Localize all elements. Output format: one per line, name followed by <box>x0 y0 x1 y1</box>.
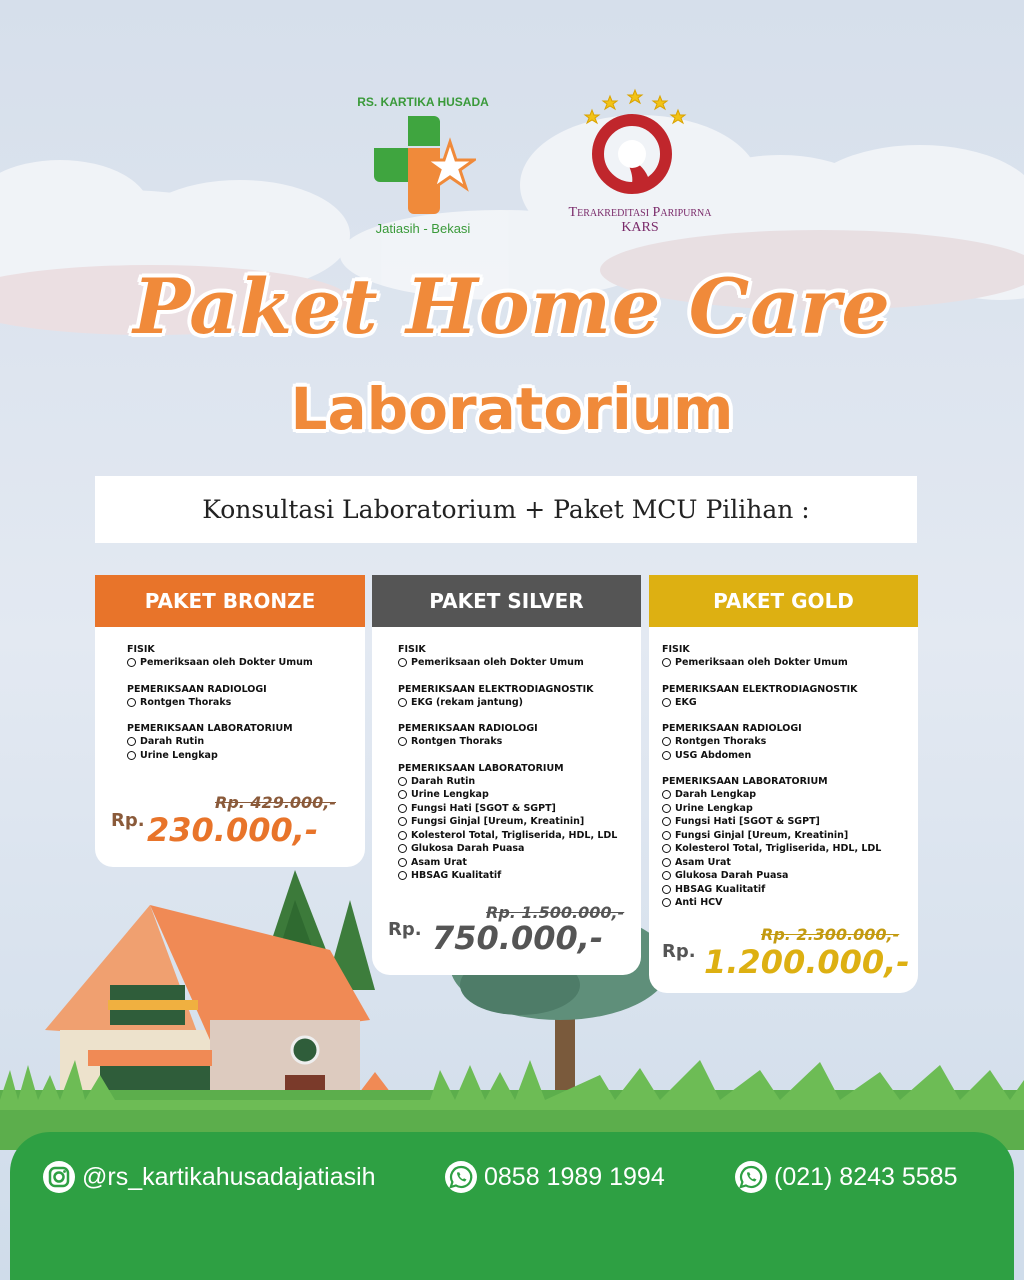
hospital-name: RS. KARTIKA HUSADA <box>357 95 489 109</box>
list-item-label: Urine Lengkap <box>411 789 489 800</box>
list-item-label: Rontgen Thoraks <box>411 736 503 747</box>
bullet-circle-icon <box>127 751 136 760</box>
bullet-circle-icon <box>662 790 671 799</box>
section-title: PEMERIKSAAN ELEKTRODIAGNOSTIK <box>662 683 858 695</box>
accreditation-text <box>530 205 750 235</box>
currency-silver: Rp. <box>388 919 422 940</box>
bullet-circle-icon <box>662 844 671 853</box>
list-item <box>662 802 906 816</box>
list-item <box>398 696 629 710</box>
bullet-circle-icon <box>662 658 671 667</box>
bullet-circle-icon <box>662 817 671 826</box>
bullet-circle-icon <box>662 885 671 894</box>
list-item-label: Asam Urat <box>411 856 467 868</box>
list-item-label: Urine Lengkap <box>675 802 753 814</box>
list-item-label: Darah Rutin <box>140 736 205 747</box>
list-item <box>398 788 629 802</box>
instagram-handle: @rs_kartikahusadajatiasih <box>82 1162 376 1191</box>
whatsapp-number: 0858 1989 1994 <box>484 1162 665 1191</box>
package-header-gold: PAKET GOLD <box>649 575 918 627</box>
package-body-bronze <box>95 627 365 762</box>
whatsapp-icon <box>444 1160 478 1194</box>
package-section <box>398 683 629 710</box>
list-item-label: Anti HCV <box>675 897 723 908</box>
whatsapp-icon <box>734 1160 768 1194</box>
bullet-circle-icon <box>398 698 407 707</box>
section-title: PEMERIKSAAN LABORATORIUM <box>398 762 564 774</box>
list-item-label: USG Abdomen <box>675 749 752 761</box>
bullet-circle-icon <box>398 817 407 826</box>
list-item-label: HBSAG Kualitatif <box>411 870 502 881</box>
package-section <box>398 643 629 670</box>
list-item-label: EKG <box>675 696 697 708</box>
list-item <box>662 883 906 897</box>
list-item-label: Rontgen Thoraks <box>675 736 767 747</box>
instagram-contact[interactable] <box>42 1160 376 1194</box>
section-title: PEMERIKSAAN LABORATORIUM <box>127 723 293 734</box>
list-item-label: Fungsi Hati [SGOT & SGPT] <box>411 802 556 814</box>
list-item <box>662 815 906 829</box>
bullet-circle-icon <box>127 658 136 667</box>
list-item <box>662 842 906 856</box>
package-section <box>662 683 906 710</box>
list-item <box>127 696 353 710</box>
section-title: PEMERIKSAAN LABORATORIUM <box>662 776 828 787</box>
package-section <box>398 762 629 883</box>
list-item <box>662 869 906 883</box>
section-title: PEMERIKSAAN RADIOLOGI <box>127 683 267 695</box>
bullet-circle-icon <box>398 831 407 840</box>
list-item <box>662 788 906 802</box>
price-bronze: 230.000,- <box>147 811 319 849</box>
list-item-label: Fungsi Ginjal [Ureum, Kreatinin] <box>675 829 849 841</box>
price-silver: 750.000,- <box>432 919 604 957</box>
list-item <box>398 856 629 870</box>
list-item <box>398 775 629 789</box>
old-price-bronze: Rp. 429.000,- <box>215 793 337 812</box>
list-item-label: Darah Rutin <box>411 775 476 787</box>
package-section <box>127 722 353 762</box>
list-item-label: Pemeriksaan oleh Dokter Umum <box>411 657 584 668</box>
bullet-circle-icon <box>662 898 671 907</box>
list-item-label: Rontgen Thoraks <box>140 696 232 708</box>
section-title: PEMERIKSAAN RADIOLOGI <box>398 723 538 734</box>
package-card-gold <box>649 575 918 993</box>
list-item <box>662 896 906 910</box>
list-item <box>662 749 906 763</box>
instagram-icon <box>42 1160 76 1194</box>
package-card-silver <box>372 575 641 975</box>
list-item-label: HBSAG Kualitatif <box>675 883 766 895</box>
package-card-bronze <box>95 575 365 867</box>
list-item-label: Fungsi Hati [SGOT & SGPT] <box>675 816 820 827</box>
section-title: FISIK <box>662 644 690 655</box>
title-sub: Laboratorium <box>290 375 734 443</box>
currency-gold: Rp. <box>662 941 696 962</box>
list-item-label: EKG (rekam jantung) <box>411 696 524 708</box>
bullet-circle-icon <box>662 871 671 880</box>
list-item <box>398 869 629 883</box>
list-item <box>398 829 629 843</box>
accreditation-line1: Terakreditasi Paripurna <box>568 205 712 220</box>
list-item <box>662 829 906 843</box>
old-price-silver: Rp. 1.500.000,- <box>486 903 625 922</box>
list-item-label: Glukosa Darah Puasa <box>411 843 525 854</box>
list-item <box>398 802 629 816</box>
bullet-circle-icon <box>398 777 407 786</box>
price-gold: 1.200.000,- <box>704 943 910 981</box>
accreditation-line2: KARS <box>621 220 659 235</box>
bullet-circle-icon <box>398 658 407 667</box>
bullet-circle-icon <box>398 737 407 746</box>
list-item <box>662 696 906 710</box>
konsultasi-banner: Konsultasi Laboratorium + Paket MCU Pilihan : <box>95 476 917 543</box>
bullet-circle-icon <box>398 871 407 880</box>
list-item-label: Glukosa Darah Puasa <box>675 870 789 881</box>
list-item <box>127 735 353 749</box>
list-item <box>398 735 629 749</box>
bullet-circle-icon <box>662 804 671 813</box>
bullet-circle-icon <box>127 737 136 746</box>
list-item <box>398 842 629 856</box>
hospital-logo <box>372 112 476 218</box>
list-item-label: Kolesterol Total, Trigliserida, HDL, LDL <box>411 829 618 841</box>
section-title: FISIK <box>398 644 426 655</box>
phone-contact[interactable] <box>734 1160 957 1194</box>
kars-stars-emblem-icon <box>580 88 690 198</box>
list-item-label: Darah Lengkap <box>675 789 757 800</box>
list-item-label: Urine Lengkap <box>140 749 218 761</box>
kars-logo <box>580 88 690 198</box>
section-title: PEMERIKSAAN ELEKTRODIAGNOSTIK <box>398 683 594 695</box>
hospital-location: Jatiasih - Bekasi <box>375 221 471 236</box>
list-item <box>127 656 353 670</box>
bullet-circle-icon <box>398 790 407 799</box>
package-section <box>127 683 353 710</box>
bullet-circle-icon <box>398 804 407 813</box>
bullet-circle-icon <box>662 831 671 840</box>
section-title: FISIK <box>127 644 155 655</box>
list-item <box>127 749 353 763</box>
bullet-circle-icon <box>127 698 136 707</box>
list-item-label: Pemeriksaan oleh Dokter Umum <box>675 657 848 668</box>
bullet-circle-icon <box>662 698 671 707</box>
list-item <box>662 856 906 870</box>
bullet-circle-icon <box>398 844 407 853</box>
section-title: PEMERIKSAAN RADIOLOGI <box>662 723 802 734</box>
package-body-silver <box>372 627 641 883</box>
whatsapp-contact[interactable] <box>444 1160 665 1194</box>
package-header-silver: PAKET SILVER <box>372 575 641 627</box>
list-item <box>662 656 906 670</box>
phone-number: (021) 8243 5585 <box>774 1162 958 1191</box>
package-section <box>662 643 906 670</box>
list-item <box>398 815 629 829</box>
package-section <box>662 775 906 910</box>
list-item <box>662 735 906 749</box>
bullet-circle-icon <box>662 737 671 746</box>
list-item-label: Kolesterol Total, Trigliserida, HDL, LDL <box>675 843 882 854</box>
package-section <box>398 722 629 749</box>
bullet-circle-icon <box>662 751 671 760</box>
old-price-gold: Rp. 2.300.000,- <box>761 925 900 944</box>
footer-bar <box>10 1132 1014 1280</box>
list-item <box>398 656 629 670</box>
currency-bronze: Rp. <box>111 810 145 831</box>
package-header-bronze: PAKET BRONZE <box>95 575 365 627</box>
package-section <box>662 722 906 762</box>
package-section <box>127 643 353 670</box>
bullet-circle-icon <box>398 858 407 867</box>
list-item-label: Asam Urat <box>675 856 731 868</box>
package-body-gold <box>649 627 918 910</box>
list-item-label: Fungsi Ginjal [Ureum, Kreatinin] <box>411 816 585 827</box>
list-item-label: Pemeriksaan oleh Dokter Umum <box>140 657 313 668</box>
bullet-circle-icon <box>662 858 671 867</box>
hospital-cross-star-icon <box>372 112 476 218</box>
title-script: Paket Home Care <box>133 262 891 351</box>
